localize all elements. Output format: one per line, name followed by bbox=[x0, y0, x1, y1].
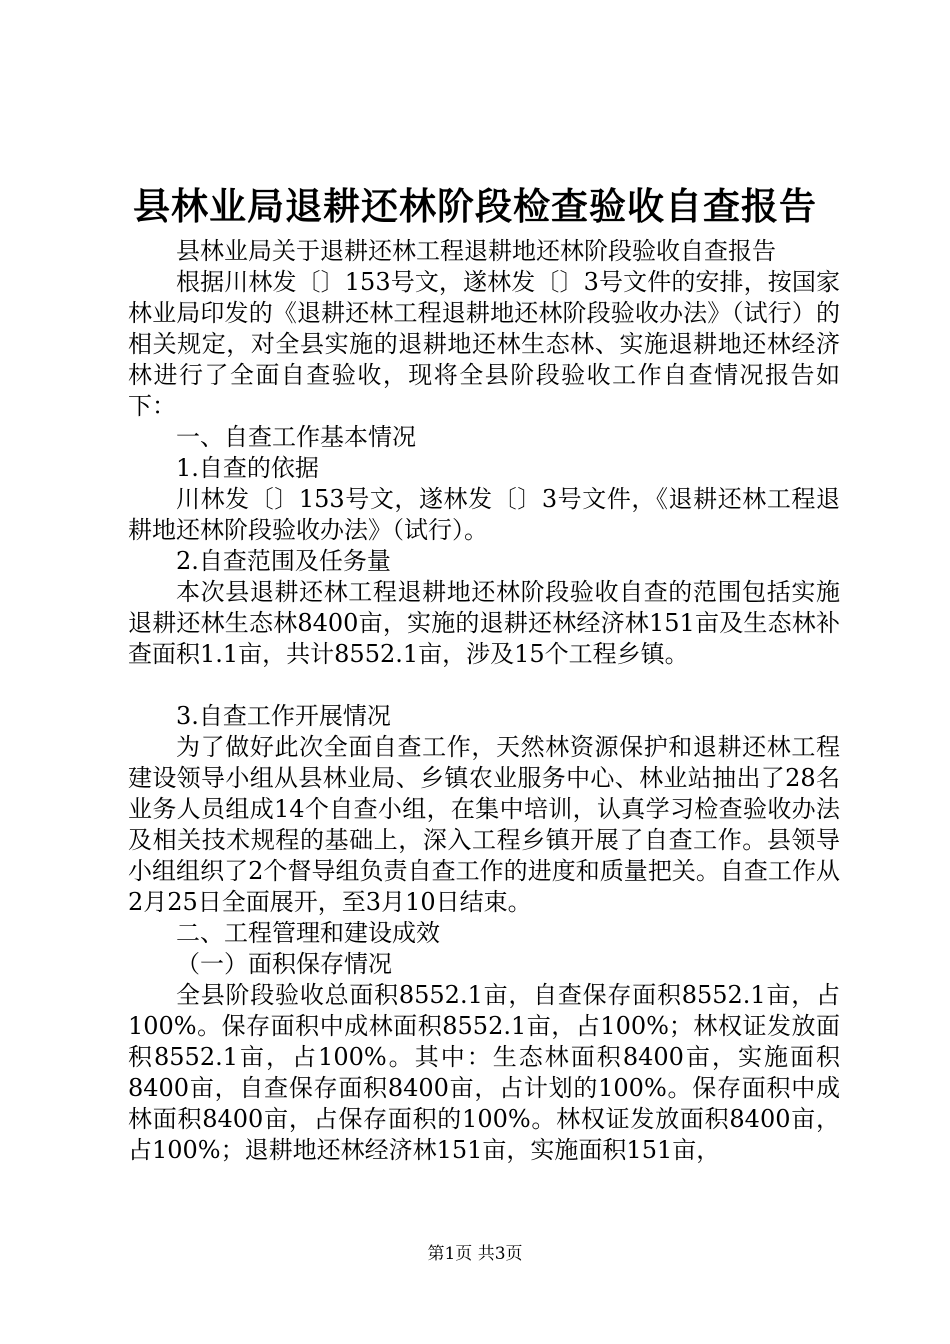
subheading-1-3: 3.自查工作开展情况 bbox=[176, 702, 391, 730]
scope-paragraph: 本次县退耕还林工程退耕地还林阶段验收自查的范围包括实施退耕还林生态林8400亩，实施的退耕还林经济林151亩及生态林补查面积1.1亩，共计8552.1亩，涉及15个工程乡镇。 bbox=[128, 578, 840, 668]
document-body bbox=[128, 236, 840, 1166]
subheading-1-2: 2.自查范围及任务量 bbox=[176, 547, 391, 575]
section-heading-1: 一、自查工作基本情况 bbox=[176, 423, 416, 451]
document-title: 县林业局退耕还林阶段检查验收自查报告 bbox=[133, 185, 817, 228]
section-heading-2: 二、工程管理和建设成效 bbox=[176, 919, 440, 947]
intro-paragraph: 根据川林发〔〕153号文，遂林发〔〕3号文件的安排，按国家林业局印发的《退耕还林工程退耕地还林阶段验收办法》（试行）的相关规定，对全县实施的退耕地还林生态林、实施退耕地还林经济林进行了全面自查验收，现将全县阶段验收工作自查情况报告如下： bbox=[128, 268, 840, 420]
area-paragraph: 全县阶段验收总面积8552.1亩，自查保存面积8552.1亩，占100%。保存面积中成林面积8552.1亩，占100%；林权证发放面积8552.1亩，占100%。其中：生态林面积8400亩，实施面积8400亩，自查保存面积8400亩，占计划的100%。保存面积中成林面积8400亩，占保存面积的100%。林权证发放面积8400亩，占100%；退耕地还林经济林151亩，实施面积151亩， bbox=[128, 981, 840, 1164]
subheading-1-1: 1.自查的依据 bbox=[176, 454, 319, 482]
basis-paragraph: 川林发〔〕153号文，遂林发〔〕3号文件，《退耕还林工程退耕地还林阶段验收办法》（试行）。 bbox=[128, 485, 840, 544]
page-footer: 第1页 共3页 bbox=[427, 1244, 523, 1264]
subheading-2-1: （一）面积保存情况 bbox=[176, 950, 392, 978]
subtitle-paragraph: 县林业局关于退耕还林工程退耕地还林阶段验收自查报告 bbox=[176, 237, 776, 265]
progress-paragraph: 为了做好此次全面自查工作，天然林资源保护和退耕还林工程建设领导小组从县林业局、乡镇农业服务中心、林业站抽出了28名业务人员组成14个自查小组，在集中培训，认真学习检查验收办法及相关技术规程的基础上，深入工程乡镇开展了自查工作。县领导小组组织了2个督导组负责自查工作的进度和质量把关。自查工作从2月25日全面展开，至3月10日结束。 bbox=[128, 733, 840, 916]
